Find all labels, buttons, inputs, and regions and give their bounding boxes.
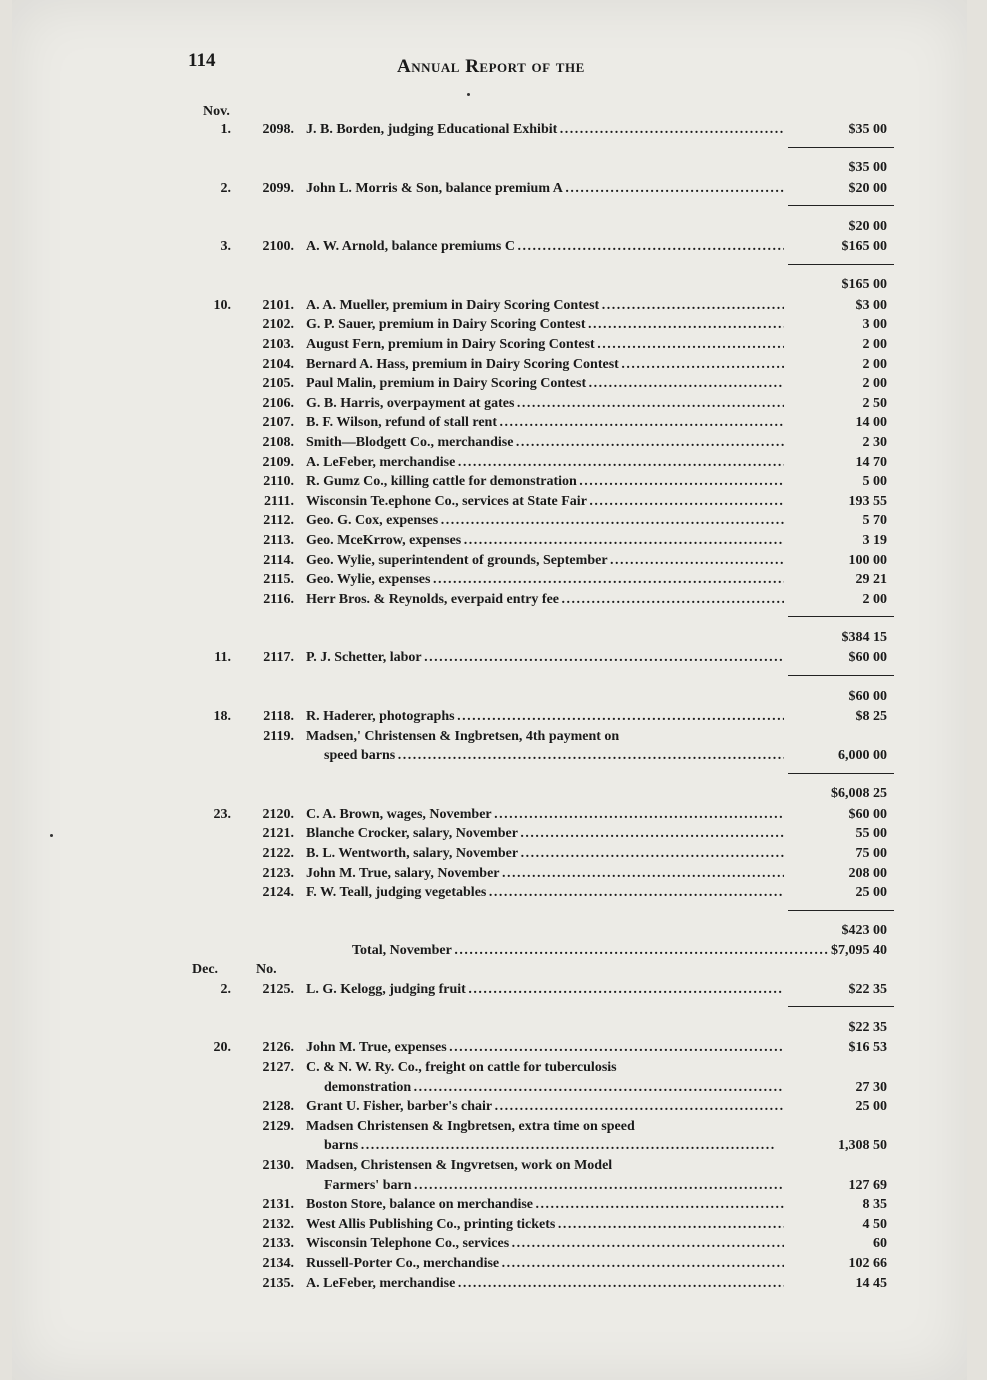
ledger-entry-line (12, 533, 967, 553)
entry-description: Geo. G. Cox, expenses . . . (306, 513, 784, 529)
entry-description: G. P. Sauer, premium in Dairy Scoring Contest . . . (306, 317, 784, 333)
ledger-entry-line (12, 748, 967, 768)
voucher-number: 2132. (262, 1216, 294, 1232)
ledger-entry-line (12, 181, 967, 201)
entry-description: Boston Store, balance on merchandise . . . (306, 1197, 784, 1213)
entry-description: C. A. Brown, wages, November . . . (306, 807, 784, 823)
ledger-entry-line (12, 553, 967, 573)
ledger-entry-line (12, 1060, 967, 1080)
total-row (12, 943, 967, 963)
entry-description: Grant U. Fisher, barber's chair . . . (306, 1099, 784, 1115)
entry-amount: 14 45 (855, 1275, 887, 1291)
month-label: Dec. (192, 961, 219, 977)
voucher-number: 2129. (262, 1118, 294, 1134)
entry-description: Farmers' barn . . . (324, 1178, 784, 1194)
entry-description: Bernard A. Hass, premium in Dairy Scoring Contest . . . (306, 357, 784, 373)
voucher-number: 2099. (262, 180, 294, 196)
entry-amount: 102 66 (848, 1256, 887, 1271)
ledger-entry-line (12, 1276, 967, 1296)
ledger-entry-line (12, 650, 967, 670)
entry-description: Paul Malin, premium in Dairy Scoring Contest . . . (306, 376, 784, 392)
ledger-entry-line (12, 357, 967, 377)
entry-amount: 2 00 (862, 591, 887, 607)
subtotal-rule (788, 773, 894, 774)
voucher-number: 2105. (262, 376, 294, 392)
entry-amount: $165 00 (841, 239, 887, 255)
ledger-entry-line (12, 866, 967, 886)
ledger-entry-line (12, 494, 967, 514)
ledger-entry-line (12, 239, 967, 259)
ledger-entry-line (12, 435, 967, 455)
entry-amount: 55 00 (855, 826, 887, 842)
entry-description: John M. True, salary, November . . . (306, 866, 784, 882)
entry-description: L. G. Kelogg, judging fruit . . . (306, 982, 784, 998)
ledger-entry-line (12, 396, 967, 416)
voucher-number: 2127. (262, 1060, 294, 1075)
ledger-entry-line (12, 122, 967, 142)
entry-description: Geo. McеKrrow, expenses . . . (306, 533, 784, 549)
entry-amount: 2 00 (862, 356, 887, 372)
voucher-number: 2122. (262, 846, 294, 861)
entry-description: John M. True, expenses . . . (306, 1040, 784, 1056)
subtotal-amount: $35 00 (848, 160, 887, 176)
ledger-entry-line (12, 729, 967, 749)
voucher-number: 2124. (262, 885, 294, 901)
voucher-number: 2130. (262, 1158, 294, 1173)
number-column-label: No. (256, 961, 277, 977)
voucher-number: 2123. (262, 865, 294, 881)
ledger-entry-line (12, 982, 967, 1002)
entry-amount: 208 00 (848, 865, 887, 881)
ledger-entry-line (12, 826, 967, 846)
ledger-entry-line (12, 807, 967, 827)
entry-amount: $3 00 (855, 297, 887, 313)
entry-description: G. B. Harris, overpayment at gates . . . (306, 396, 784, 412)
entry-amount: $60 00 (848, 806, 887, 822)
entry-amount: $60 00 (848, 650, 887, 666)
entry-description: West Allis Publishing Co., printing tickets . . . (306, 1217, 784, 1233)
ledger-entry-line (12, 317, 967, 337)
ledger-entry-line (12, 1040, 967, 1060)
ledger-entry-line (12, 1119, 967, 1139)
entry-amount: 2 00 (862, 376, 887, 392)
entry-day: 23. (213, 806, 231, 822)
entry-description: R. Haderer, photographs . . . (306, 709, 784, 725)
total-amount: $7,095 40 (831, 942, 887, 958)
entry-amount: 25 00 (855, 885, 887, 901)
entry-description: barns . . . (324, 1138, 784, 1154)
entry-amount: 3 00 (862, 317, 887, 333)
entry-description: John L. Morris & Son, balance premium A . . . (306, 181, 784, 197)
entry-description: Smith—Blodgett Co., merchandise . . . (306, 435, 784, 451)
voucher-number: 2101. (262, 297, 294, 313)
voucher-number: 2107. (262, 415, 294, 431)
entry-amount: 8 35 (862, 1197, 887, 1213)
ledger-entry-line (12, 337, 967, 357)
ledger-entry-line (12, 1217, 967, 1237)
entry-amount: 14 00 (855, 415, 887, 431)
ledger-entry-line (12, 846, 967, 866)
entry-description: P. J. Schetter, labor . . . (306, 650, 784, 666)
voucher-number: 2126. (262, 1040, 294, 1056)
entry-amount: 100 00 (848, 552, 887, 568)
entry-description: Blanche Crocker, salary, November . . . (306, 826, 784, 842)
voucher-number: 2120. (262, 806, 294, 822)
entry-description: Wisconsin Telephone Co., services . . . (306, 1236, 784, 1252)
ledger-entry-line (12, 455, 967, 475)
subtotal-amount: $20 00 (848, 218, 887, 234)
entry-day: 2. (220, 981, 231, 997)
entry-day: 10. (213, 297, 231, 313)
entry-amount: 2 30 (862, 435, 887, 450)
entry-amount: 29 21 (855, 572, 887, 588)
ledger-entry-line (12, 1236, 967, 1256)
subtotal-amount: $6,008 25 (831, 786, 887, 802)
voucher-number: 2106. (262, 395, 294, 411)
voucher-number: 2100. (262, 239, 294, 255)
subtotal-rule (788, 675, 894, 676)
subtotal-rule (788, 264, 894, 265)
entry-description: Russell-Porter Co., merchandise . . . (306, 1256, 784, 1272)
entry-amount: $16 53 (848, 1040, 887, 1056)
entry-description: Geo. Wylie, superintendent of grounds, September . . . (306, 553, 784, 569)
ledger-entry-line (12, 376, 967, 396)
subtotal-amount: $60 00 (848, 688, 887, 704)
entry-day: 18. (213, 709, 231, 724)
entry-description: A. LeFeber, merchandise . . . (306, 1276, 784, 1292)
entry-description: speed barns . . . (324, 748, 784, 764)
entry-amount: 3 19 (862, 533, 887, 548)
page-number: 114 (188, 50, 216, 71)
voucher-number: 2104. (262, 356, 294, 372)
subtotal-rule (788, 910, 894, 911)
entry-description: B. L. Wentworth, salary, November . . . (306, 846, 784, 862)
entry-description: Wisconsin Te.ephone Co., services at State Fair . . . (306, 494, 784, 510)
entry-amount: $20 00 (848, 180, 887, 196)
voucher-number: 2109. (262, 454, 294, 470)
entry-amount: 27 30 (855, 1079, 887, 1095)
entry-amount: 127 69 (848, 1177, 887, 1193)
entry-description: F. W. Teall, judging vegetables . . . (306, 885, 784, 901)
subtotal-amount: $22 35 (848, 1019, 887, 1035)
entry-day: 11. (214, 650, 231, 666)
ledger-entry-line (12, 513, 967, 533)
entry-amount: $8 25 (855, 709, 887, 724)
entry-description: August Fern, premium in Dairy Scoring Contest . . . (306, 337, 784, 353)
entry-amount: 193 55 (848, 493, 887, 509)
entry-description: A. LeFeber, merchandise . . . (306, 455, 784, 471)
total-label: Total, November . . . (352, 943, 830, 959)
entry-description: Geo. Wylie, expenses . . . (306, 572, 784, 588)
voucher-number: 2118. (263, 709, 294, 724)
ledger-entry-line (12, 1158, 967, 1178)
entry-amount: 25 00 (855, 1099, 887, 1115)
voucher-number: 2102. (262, 317, 294, 333)
running-head: Annual Report of the (397, 56, 585, 77)
subtotal-rule (788, 205, 894, 206)
entry-amount: $35 00 (848, 122, 887, 137)
ledger-entry-line (12, 1080, 967, 1100)
ledger-entry-line (12, 572, 967, 592)
entry-amount: 2 50 (862, 395, 887, 411)
entry-amount: 5 70 (862, 513, 887, 529)
voucher-number: 2117. (263, 650, 294, 666)
subtotal-rule (788, 1006, 894, 1007)
entry-amount: 60 (873, 1236, 887, 1252)
entry-day: 3. (220, 239, 231, 255)
voucher-number: 2108. (262, 435, 294, 450)
ledger-entry-line (12, 298, 967, 318)
entry-description: demonstration . . . (324, 1080, 784, 1096)
entry-amount: 14 70 (855, 454, 887, 470)
entry-description: Madsen Christensen & Ingbretsen, extra time on speed (306, 1118, 635, 1134)
voucher-number: 2112. (263, 513, 294, 529)
voucher-number: 2128. (262, 1099, 294, 1115)
entry-day: 20. (213, 1040, 231, 1056)
ledger-entry-line (12, 885, 967, 905)
entry-amount: 2 00 (862, 337, 887, 352)
ledger-entry-line (12, 415, 967, 435)
entry-description: Madsen,' Christensen & Ingbretsen, 4th payment on (306, 728, 620, 744)
ledger-entry-line (12, 474, 967, 494)
entry-amount: 1,308 50 (838, 1138, 887, 1154)
entry-description: B. F. Wilson, refund of stall rent . . . (306, 415, 784, 431)
subtotal-rule (788, 147, 894, 148)
voucher-number: 2131. (262, 1197, 294, 1213)
entry-description: Herr Bros. & Reynolds, everpaid entry fee . . . (306, 592, 784, 608)
voucher-number: 2133. (262, 1236, 294, 1252)
voucher-number: 2119. (263, 728, 294, 744)
voucher-number: 2125. (262, 981, 294, 997)
voucher-number: 2115. (263, 572, 294, 588)
voucher-number: 2116. (263, 591, 294, 607)
ledger-entry-line (12, 709, 967, 729)
entry-day: 1. (220, 122, 231, 137)
voucher-number: 2113. (263, 533, 294, 548)
voucher-number: 2103. (262, 337, 294, 352)
subtotal-rule (788, 616, 894, 617)
voucher-number: 2135. (262, 1275, 294, 1291)
voucher-number: 2111. (264, 493, 294, 509)
entry-description: R. Gumz Co., killing cattle for demonstration . . . (306, 474, 784, 490)
entry-description: J. B. Borden, judging Educational Exhibit . . . (306, 122, 784, 138)
entry-day: 2. (220, 180, 231, 196)
entry-amount: 75 00 (855, 846, 887, 861)
voucher-number: 2114. (263, 552, 294, 568)
voucher-number: 2110. (263, 474, 294, 490)
entry-description: A. A. Mueller, premium in Dairy Scoring Contest . . . (306, 298, 784, 314)
voucher-number: 2134. (262, 1256, 294, 1271)
entry-description: A. W. Arnold, balance premiums C . . . (306, 239, 784, 255)
document-page (12, 0, 967, 1380)
voucher-number: 2121. (262, 826, 294, 842)
entry-amount: $22 35 (848, 981, 887, 997)
ledger-entry-line (12, 1138, 967, 1158)
ledger-entry-line (12, 1197, 967, 1217)
ledger-entry-line (12, 1099, 967, 1119)
subtotal-amount: $423 00 (841, 923, 887, 939)
entry-amount: 4 50 (862, 1216, 887, 1232)
entry-description: Madsen, Christensen & Ingvretsen, work on Model (306, 1158, 613, 1173)
subtotal-amount: $165 00 (841, 277, 887, 293)
voucher-number: 2098. (262, 122, 294, 137)
subtotal-amount: $384 15 (841, 629, 887, 645)
month-label: Nov. (203, 104, 230, 119)
ledger-entry-line (12, 592, 967, 612)
ledger-entry-line (12, 1256, 967, 1276)
entry-description: C. & N. W. Ry. Co., freight on cattle for tuberculosis (306, 1060, 617, 1075)
ledger-entry-line (12, 1178, 967, 1198)
entry-amount: 6,000 00 (838, 748, 887, 764)
print-speck (467, 93, 470, 96)
entry-amount: 5 00 (862, 474, 887, 490)
